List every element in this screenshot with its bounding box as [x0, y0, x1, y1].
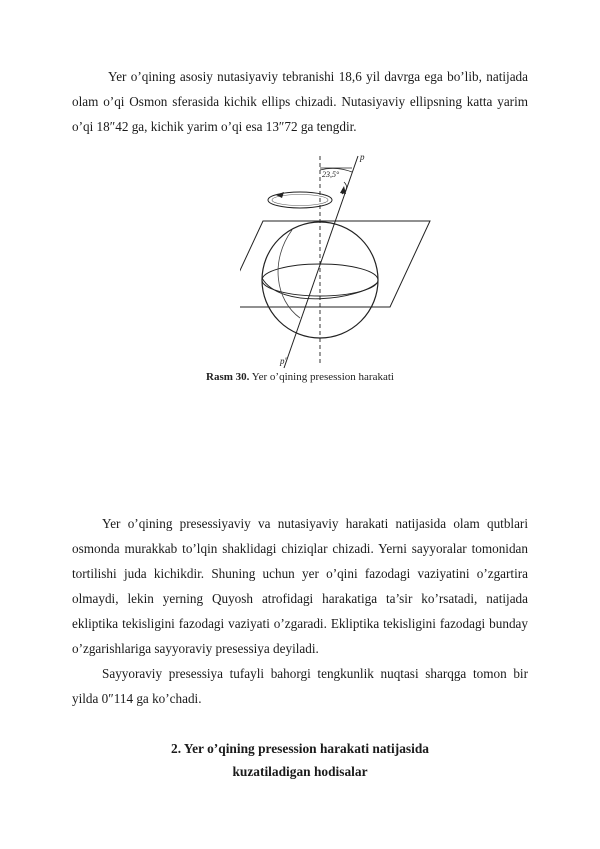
label-angle: 23,5°: [322, 170, 340, 179]
caption-number: Rasm 30.: [206, 371, 250, 383]
paragraph-equinox-shift: Sayyoraviy presessiya tufayli bahorgi tengkunlik nuqtasi sharqga tomon bir yilda 0″114 ga ko’chadi.: [72, 666, 528, 706]
paragraph-planetary-precession: Yer o’qining presessiyaviy va nutasiyaviy harakati natijasida olam qutblari osmonda murakkab to’lqin shaklidagi chiziqlar chizadi. Yerni sayyoralar tomonidan tortilishi juda kichikdir. Shuning uchun yer o’qini fazodagi vaziyatini o’zgartira olmaydi, lekin yerning Quyosh atrofidagi harakatiga ta’sir ko’rsatadi, natijada ekliptika tekisligini fazodagi vaziyati o’zgaradi. Ekliptika tekisligini fazodagi bunday o’zgarishlariga sayyoraviy presessiya deyiladi.: [72, 516, 528, 656]
section-heading: [72, 737, 528, 783]
label-p: p: [360, 152, 365, 162]
precession-figure: [240, 150, 440, 372]
figure-caption: [72, 371, 528, 383]
heading-line-2: kuzatiladigan hodisalar: [232, 764, 368, 779]
paragraph-nutation: Yer o’qining asosiy nutasiyaviy tebranishi 18,6 yil davrga ega bo’lib, natijada olam o’qi Osmon sferasida kichik ellips chizadi. Nutasiyaviy ellipsning katta yarim o’qi 18″42 ga, kichik yarim o’qi esa 13″72 ga tengdir.: [72, 69, 528, 134]
heading-line-1: 2. Yer o’qining presession harakati natijasida: [171, 741, 429, 756]
caption-text: Yer o’qining presession harakati: [249, 371, 394, 383]
label-p-prime: p′: [280, 356, 287, 366]
